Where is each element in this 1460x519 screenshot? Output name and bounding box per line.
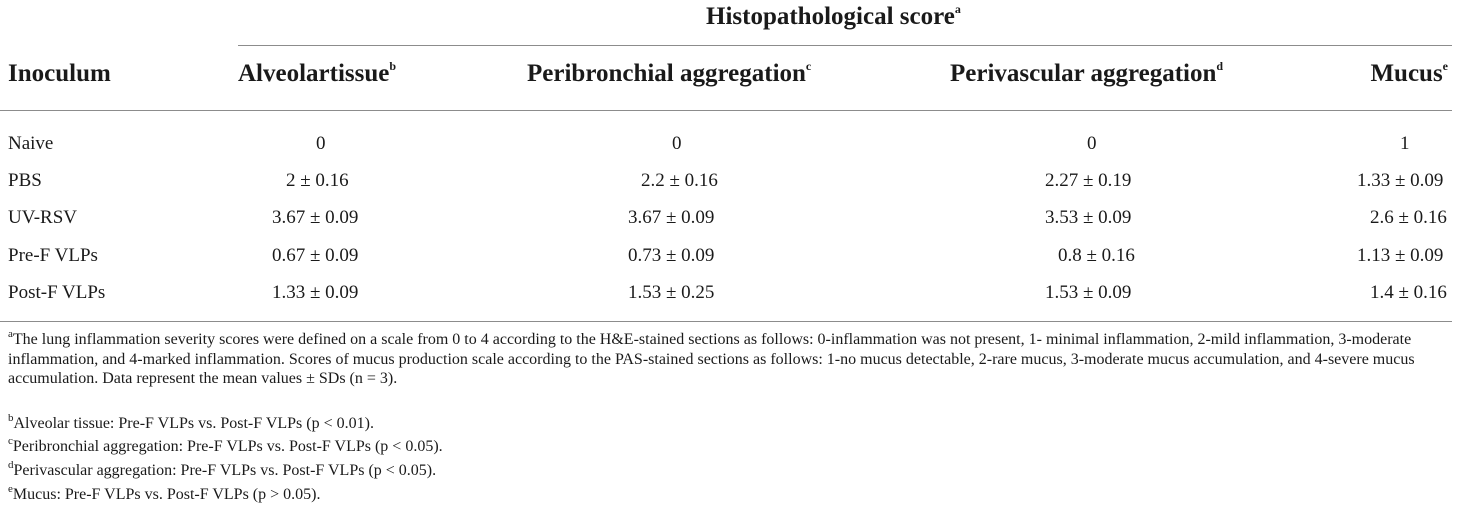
table-cell: 2.6 ± 0.16 bbox=[1370, 207, 1447, 228]
footnote-a bbox=[8, 327, 1458, 389]
table-cell: 1.33 ± 0.09 bbox=[272, 282, 359, 303]
group-header-text: Histopathological score bbox=[706, 3, 955, 30]
group-header-rule bbox=[238, 45, 1452, 46]
footnote-marker: b bbox=[8, 411, 14, 424]
table-cell: 3.53 ± 0.09 bbox=[1045, 207, 1132, 228]
footnote-c bbox=[8, 434, 1458, 457]
footnote-marker: a bbox=[8, 327, 13, 340]
footnote-marker: d bbox=[8, 458, 14, 471]
table-cell: 1.53 ± 0.09 bbox=[1045, 282, 1132, 303]
column-header-sup: e bbox=[1442, 58, 1448, 73]
table-cell: 0 bbox=[1087, 133, 1097, 154]
footnote-text: Perivascular aggregation: Pre-F VLPs vs. Post-F VLPs (p < 0.05). bbox=[13, 462, 437, 479]
header-rule bbox=[0, 110, 1452, 111]
table-row-label: Pre-F VLPs bbox=[8, 245, 98, 266]
column-header-label: Perivascular aggregation bbox=[950, 60, 1217, 87]
group-header bbox=[706, 3, 961, 31]
footnote-e bbox=[8, 482, 1458, 505]
table-cell: 0.67 ± 0.09 bbox=[272, 245, 359, 266]
column-header-inoculum bbox=[8, 60, 111, 88]
table-cell: 2.2 ± 0.16 bbox=[641, 170, 718, 191]
column-header-mucus bbox=[1370, 60, 1448, 88]
footnote-d bbox=[8, 458, 1458, 481]
table-row-label: Naive bbox=[8, 133, 54, 154]
table-cell: 0.8 ± 0.16 bbox=[1058, 245, 1135, 266]
table-cell: 3.67 ± 0.09 bbox=[628, 207, 715, 228]
footnote-text: Mucus: Pre-F VLPs vs. Post-F VLPs (p > 0.05). bbox=[12, 486, 321, 503]
column-header-alveolar-tissue bbox=[238, 60, 396, 88]
table-cell: 0.73 ± 0.09 bbox=[628, 245, 715, 266]
table-cell: 1.33 ± 0.09 bbox=[1357, 170, 1444, 191]
table-row-label: UV-RSV bbox=[8, 207, 77, 228]
footnote-b bbox=[8, 411, 1458, 434]
table-bottom-rule bbox=[0, 321, 1452, 322]
table-row-label: PBS bbox=[8, 170, 42, 191]
table-row-label: Post-F VLPs bbox=[8, 282, 106, 303]
column-header-label: Inoculum bbox=[8, 60, 111, 87]
table-cell: 1.53 ± 0.25 bbox=[628, 282, 715, 303]
column-header-label: Mucus bbox=[1370, 60, 1443, 87]
table-cell: 1 bbox=[1400, 133, 1410, 154]
footnote-text: The lung inflammation severity scores were defined on a scale from 0 to 4 according to the H&E-stained sections as follows: 0-inflammation was not present, 1- minimal inflammation, 2-mild inflammation, 3-moderate inflammation, and 4-marked inflammation. Scores of mucus production scale according to the PAS-stained sections as follows: 1-no mucus detectable, 2-rare mucus, 3-moderate mucus accumulation, and 4-severe mucus accumulation. Data represent the mean values ± SDs (n = 3). bbox=[8, 331, 1415, 387]
table-cell: 3.67 ± 0.09 bbox=[272, 207, 359, 228]
table-cell: 2.27 ± 0.19 bbox=[1045, 170, 1132, 191]
table-cell: 1.4 ± 0.16 bbox=[1370, 282, 1447, 303]
column-header-label: Peribronchial aggregation bbox=[527, 60, 806, 87]
footnote-marker: c bbox=[8, 434, 13, 447]
column-header-perivascular bbox=[950, 60, 1223, 88]
footnote-text: Peribronchial aggregation: Pre-F VLPs vs. Post-F VLPs (p < 0.05). bbox=[12, 438, 443, 455]
column-header-sup: c bbox=[805, 58, 812, 73]
column-header-sup: b bbox=[389, 58, 397, 73]
footnote-text: Alveolar tissue: Pre-F VLPs vs. Post-F VLPs (p < 0.01). bbox=[13, 415, 374, 432]
table-cell: 2 ± 0.16 bbox=[286, 170, 349, 191]
table-cell: 0 bbox=[316, 133, 326, 154]
column-header-peribronchial bbox=[527, 60, 811, 88]
group-header-sup: a bbox=[954, 1, 961, 16]
table-cell: 1.13 ± 0.09 bbox=[1357, 245, 1444, 266]
column-header-label: Alveolartissue bbox=[238, 60, 390, 87]
column-header-sup: d bbox=[1216, 58, 1224, 73]
footnote-marker: e bbox=[8, 482, 13, 495]
table-cell: 0 bbox=[672, 133, 682, 154]
